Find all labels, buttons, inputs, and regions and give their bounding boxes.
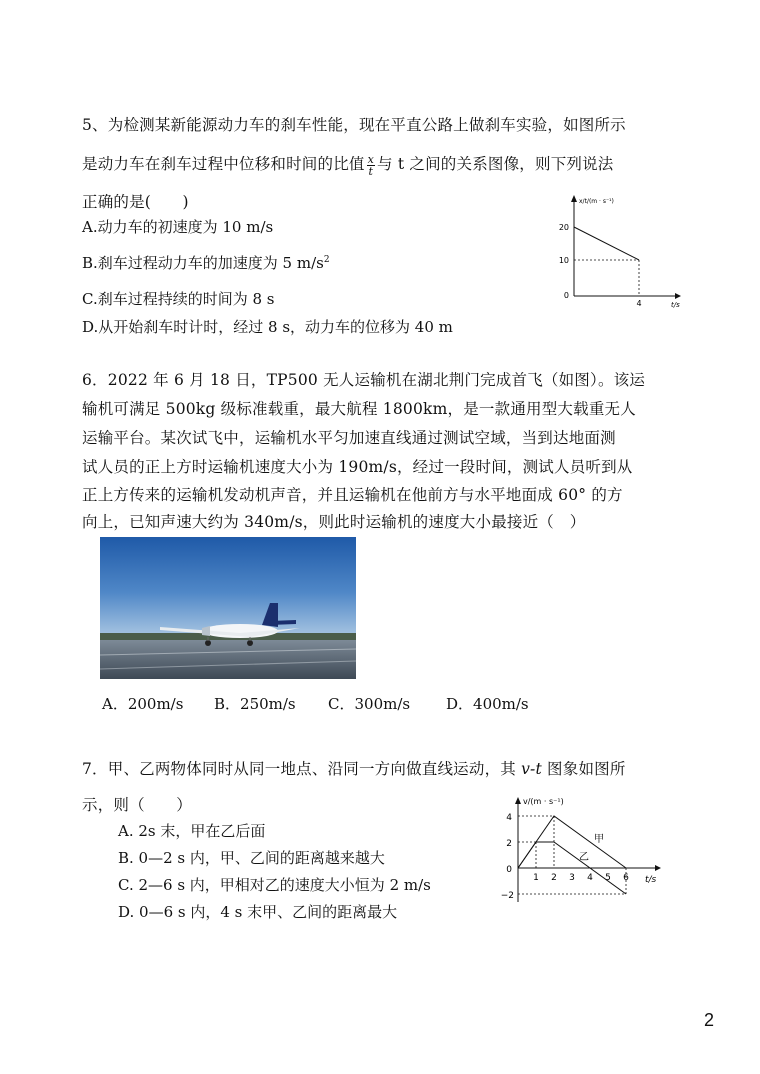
q6-line-4: 试人员的正上方时运输机速度大小为 190m/s，经过一段时间，测试人员听到从 [82,458,633,476]
x-axis-label: t/s [645,875,657,885]
xtick-6: 6 [623,873,629,883]
label-yi: 乙 [579,852,589,863]
q6-option-a: A．200m/s [102,695,184,713]
q6-line-2: 输机可满足 500kg 级标准载重，最大航程 1800km，是一款通用型大载重无人 [82,400,636,418]
ytick-0: 0 [506,865,512,875]
tick-4: 4 [636,299,642,308]
q5-option-b-sup: 2 [323,255,330,265]
ytick-2: 2 [506,839,512,849]
q7-line-2: 示，则（ ） [82,796,192,814]
ytick-neg2: −2 [500,891,514,901]
q5-option-c: C.刹车过程持续的时间为 8 s [82,290,275,308]
q6-line-6: 向上，已知声速大约为 340m/s，则此时运输机的速度大小最接近（ ） [82,513,586,531]
q7-option-d: D. 0—6 s 内，4 s 末甲、乙间的距离最大 [118,903,398,921]
tick-10: 10 [558,256,569,265]
q7-line-1-a: 7．甲、乙两物体同时从同一地点、沿同一方向做直线运动，其 [82,760,522,778]
xtick-2: 2 [551,873,557,883]
q5-option-b-text: B.刹车过程动力车的加速度为 5 m/s [82,254,324,272]
q5-line-2 [82,152,614,177]
q7-line-1 [82,757,626,779]
q5-xt-graph [555,190,690,310]
y-axis-arrow [571,195,577,202]
q6-line-1: 6．2022 年 6 月 18 日，TP500 无人运输机在湖北荆门完成首飞（如图）。该运 [82,371,646,389]
q5-line-2-b: 与 t 之间的关系图像，则下列说法 [377,155,614,173]
q6-line-3: 运输平台。某次试飞中，运输机水平匀加速直线通过测试空域，当到达地面测 [82,429,616,447]
q5-line-2-a: 是动力车在刹车过程中位移和时间的比值 [82,155,365,173]
label-jia: 甲 [594,834,604,845]
y-axis-label: v/(m · s⁻¹) [523,797,564,806]
frac-numerator: x [367,152,375,166]
q6-option-d: D．400m/s [446,695,529,713]
q5-option-a: A.动力车的初速度为 10 m/s [82,218,274,236]
q5-line-1: 5、为检测某新能源动力车的刹车性能，现在平直公路上做刹车实验，如图所示 [82,116,626,134]
x-axis-arrow [675,293,681,299]
q7-option-c: C. 2—6 s 内，甲相对乙的速度大小恒为 2 m/s [118,876,431,894]
q7-vt-italic: v-t [521,760,542,778]
q6-option-b: B．250m/s [214,695,296,713]
q5-option-d: D.从开始刹车时计时，经过 8 s，动力车的位移为 40 m [82,318,453,336]
y-axis-label: x/t/(m · s⁻¹) [579,198,614,205]
q7-option-a: A. 2s 末，甲在乙后面 [118,822,266,840]
page-number: 2 [704,1010,715,1030]
q5-line-3: 正确的是( ) [82,193,189,211]
xtick-4: 4 [587,873,593,883]
q6-line-5: 正上方传来的运输机发动机声音，并且运输机在他前方与水平地面成 60° 的方 [82,486,623,504]
frac-denominator: t [368,164,374,178]
tp500-photo [100,537,356,679]
tick-20: 20 [558,223,569,232]
ytick-4: 4 [506,813,512,823]
q7-vt-graph [495,790,670,910]
xtick-5: 5 [605,873,611,883]
x-axis-arrow [655,865,661,871]
tick-0: 0 [563,291,569,300]
q5-option-b [82,252,330,273]
y-axis-arrow [515,797,521,804]
xtick-3: 3 [569,873,575,883]
q7-line-1-b: 图象如图所 [541,760,626,778]
x-axis-label: t/s [671,301,680,309]
q6-option-c: C．300m/s [328,695,411,713]
xtick-1: 1 [533,873,539,883]
q7-option-b: B. 0—2 s 内，甲、乙间的距离越来越大 [118,849,385,867]
graph-line [574,227,639,260]
x-over-t-fraction [367,154,375,177]
